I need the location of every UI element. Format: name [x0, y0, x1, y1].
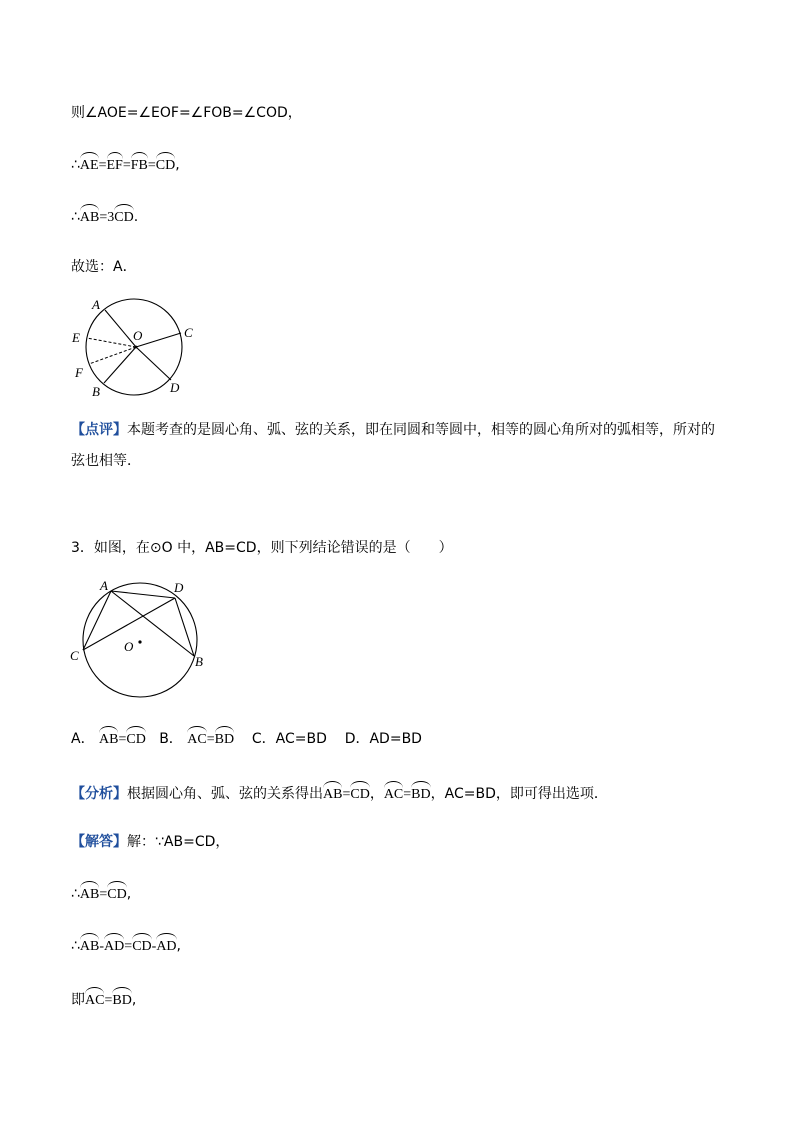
arc-cd: CD — [350, 787, 370, 802]
solution-step-2: ∴AB-AD=CD-AD, — [71, 938, 181, 954]
arc-ad: AD — [156, 939, 177, 954]
chord-db — [175, 598, 194, 656]
proof-line-ab-3cd: ∴AB=3CD. — [71, 209, 139, 225]
proof-line-angles: 则∠AOE=∠EOF=∠FOB=∠COD， — [71, 105, 302, 121]
label-o: O — [124, 639, 134, 654]
arc-ab: AB — [79, 887, 100, 902]
center-dot — [135, 346, 138, 349]
label-d: D — [174, 580, 184, 595]
arc-ab: AB — [79, 939, 100, 954]
arc-ac: AC — [187, 732, 207, 747]
label-f: F — [75, 365, 83, 380]
label-o: O — [133, 328, 143, 343]
chord-ad — [111, 591, 175, 598]
radius-oa — [105, 310, 136, 347]
analysis-line: 【分析】根据圆心角、弧、弦的关系得出AB=CD，AC=BD，AC=BD，即可得出选项． — [71, 786, 608, 802]
radius-oe — [87, 338, 136, 347]
question-3: 3．如图，在⊙O 中，AB=CD，则下列结论错误的是（ ） — [71, 540, 453, 556]
option-a-label: A． — [71, 731, 95, 747]
label-c: C — [70, 648, 79, 663]
label-d: D — [170, 380, 180, 395]
radius-od — [136, 347, 171, 380]
arc-cd: CD — [114, 210, 134, 225]
answer-line: 故选：A． — [71, 259, 137, 275]
arc-cd: CD — [155, 158, 176, 173]
arc-ab: AB — [79, 210, 100, 225]
arc-ae: AE — [79, 158, 99, 173]
arc-bd: BD — [411, 787, 431, 802]
label-c: C — [184, 325, 193, 340]
comment-tag: 【点评】 — [71, 422, 127, 438]
arc-fb: FB — [130, 158, 148, 173]
label-b: B — [195, 654, 203, 669]
radius-oc — [136, 333, 181, 347]
comment-line-2: 弦也相等． — [71, 453, 141, 469]
option-c: C．AC=BD — [251, 731, 327, 747]
option-b-label: B． — [159, 731, 183, 747]
arc-cd: CD — [126, 732, 146, 747]
options-line: A． AB=CD B． AC=BD C．AC=BD D．AD=BD — [71, 731, 422, 747]
solution-step-1: ∴AB=CD, — [71, 886, 132, 902]
solution-step-3: 即AC=BD, — [71, 992, 137, 1008]
solution-tag: 【解答】 — [71, 834, 127, 850]
center-dot — [138, 640, 141, 643]
therefore-symbol: ∴ — [71, 157, 80, 173]
arc-ef: EF — [106, 158, 123, 173]
figure-circle-1 — [66, 292, 200, 404]
proof-line-arcs-equal: ∴AE=EF=FB=CD, — [71, 157, 180, 173]
label-a: A — [92, 297, 100, 312]
arc-ab: AB — [323, 787, 343, 802]
label-a: A — [100, 578, 108, 593]
arc-cd: CD — [107, 887, 127, 902]
arc-ad: AD — [104, 939, 125, 954]
comment-line-1: 【点评】本题考查的是圆心角、弧、弦的关系，即在同圆和等圆中，相等的圆心角所对的弧相等，所对的 — [71, 422, 715, 438]
arc-ac: AC — [383, 787, 404, 802]
arc-cd: CD — [132, 939, 152, 954]
arc-ab: AB — [99, 732, 119, 747]
solution-line: 【解答】解：∵AB=CD， — [71, 834, 230, 850]
option-d: D．AD=BD — [344, 731, 422, 747]
arc-ac: AC — [85, 993, 105, 1008]
label-b: B — [92, 384, 100, 399]
figure-circle-2 — [64, 574, 214, 706]
analysis-tag: 【分析】 — [71, 786, 127, 802]
chord-ac — [83, 591, 111, 650]
arc-bd: BD — [214, 732, 235, 747]
label-e: E — [72, 330, 80, 345]
arc-bd: BD — [112, 993, 132, 1008]
